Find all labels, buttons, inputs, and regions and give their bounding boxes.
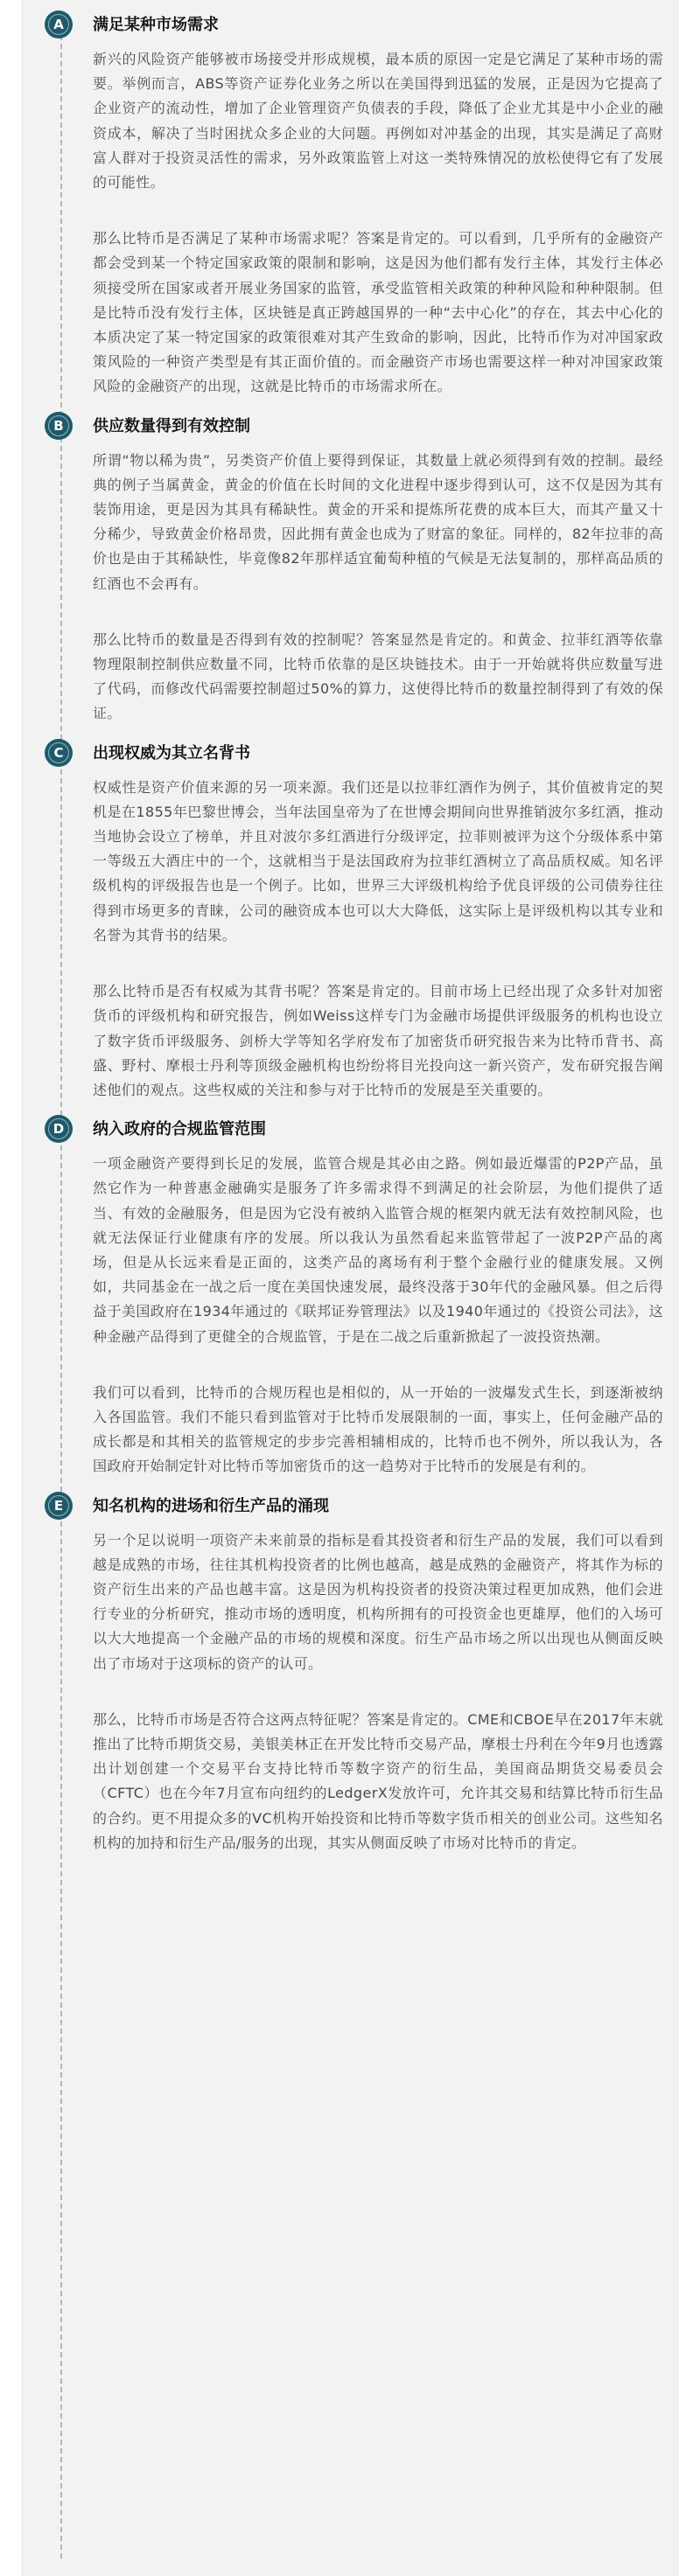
- paragraph: 我们可以看到，比特币的合规历程也是相似的，从一开始的一波爆发式生长，到逐渐被纳入各国监管。我们不能只看到监管对于比特币发展限制的一面，事实上，任何金融产品的成长都是和其相关的监管规定的步步完善相辅相成的，比特币也不例外，所以我认为，各国政府开始制定针对比特币等加密货币的这一趋势对于比特币的发展是有利的。: [93, 1383, 663, 1475]
- section-title: 满足某种市场需求: [93, 16, 219, 34]
- paragraph: 那么比特币的数量是否得到有效的控制呢？答案显然是肯定的。和黄金、拉菲红酒等依靠物理限制控制供应数量不同，比特币依靠的是区块链技术。由于一开始就将供应数量写进了代码，而修改代码需要控制超过50%的算力，这使得比特币的数量控制得到了有效的保证。: [93, 630, 663, 722]
- section-marker: [45, 739, 73, 767]
- section-badge-letter: B: [53, 417, 64, 434]
- section-c: [53, 741, 663, 1103]
- paragraph: 那么比特币是否满足了某种市场需求呢？答案是肯定的。可以看到，几乎所有的金融资产都会受到某一个特定国家政策的限制和影响，这是因为他们都有发行主体，其发行主体必须接受所在国家或者开展业务国家的监管，承受监管相关政策的种种风险和种种限制。但是比特币没有发行主体，区块链是真正跨越国界的一种“去中心化”的存在，其去中心化的本质决定了某一特定国家的政策很难对其产生致命的影响，因此，比特币作为对冲国家政策风险的一种资产类型是有其正面价值的。而金融资产市场也需要这样一种对冲国家政策风险的金融资产的出现，这就是比特币的市场需求所在。: [93, 230, 663, 395]
- paragraph: 那么比特币是否有权威为其背书呢？答案是肯定的。目前市场上已经出现了众多针对加密货币的评级机构和研究报告，例如Weiss这样专门为金融市场提供评级服务的机构也设立了数字货币评级服务、剑桥大学等知名学府发布了加密货币研究报告来为比特币背书、高盛、野村、摩根士丹利等顶级金融机构也纷纷将目光投向这一新兴资产，发布研究报告阐述他们的观点。这些权威的关注和参与对于比特币的发展是至关重要的。: [93, 983, 663, 1098]
- paragraph: 新兴的风险资产能够被市场接受并形成规模，最本质的原因一定是它满足了某种市场的需要。举例而言，ABS等资产证券化业务之所以在美国得到迅猛的发展，正是因为它提高了企业资产的流动性，增加了企业管理资产负债表的手段，降低了企业尤其是中小企业的融资成本，解决了当时困扰众多企业的大问题。再例如对冲基金的出现，其实是满足了高财富人群对于投资灵活性的需求，另外政策监管上对这一类特殊情况的放松使得它有了发展的可能性。: [93, 51, 663, 191]
- section-title: 供应数量得到有效控制: [93, 416, 250, 435]
- section-badge-letter: A: [53, 17, 64, 32]
- paragraph: 一项金融资产要得到长足的发展，监管合规是其必由之路。例如最近爆雷的P2P产品，虽然它作为一种普惠金融确实是服务了许多需求得不到满足的社会阶层，为他们提供了适当、有效的金融服务，但是因为它没有被纳入监管合规的框架内就无法有效控制风险，也就无法保证行业健康有序的发展。所以我认为虽然看起来监管带起了一波P2P产品的离场，但是从长远来看是正面的，这类产品的离场有利于整个金融行业的健康发展。又例如，共同基金在一战之后一度在美国快速发展，最终没落于30年代的金融风暴。但之后得益于美国政府在1934年通过的《联邦证券管理法》以及1940年通过的《投资公司法》，这种金融产品得到了更健全的合规监管，于是在二战之后重新掀起了一波投资热潮。: [93, 1155, 663, 1345]
- section-badge-letter: E: [53, 1497, 64, 1514]
- section-marker: [45, 412, 73, 440]
- section-badge-letter: C: [53, 744, 64, 761]
- section-badge-letter: D: [52, 1121, 65, 1138]
- article-content: [21, 0, 679, 1855]
- article-page: [21, 0, 679, 2576]
- section-b: [53, 414, 663, 727]
- section-d: [52, 1117, 663, 1479]
- section-marker: [45, 1115, 73, 1143]
- paragraph: 另一个足以说明一项资产未来前景的指标是看其投资者和衍生产品的发展，我们可以看到越是成熟的市场，往往其机构投资者的比例也越高，越是成熟的金融资产，将其作为标的资产衍生出来的产品也越丰富。这是因为机构投资者的投资决策过程更加成熟，他们会进行专业的分析研究，推动市场的透明度，机构所拥有的可投资金也更雄厚，他们的入场可以大大地提高一个金融产品的市场的规模和深度。衍生产品市场之所以出现也从侧面反映出了市场对于这项标的资产的认可。: [93, 1531, 663, 1672]
- section-title: 纳入政府的合规监管范围: [93, 1120, 266, 1139]
- paragraph: 那么，比特币市场是否符合这两点特征呢？答案是肯定的。CME和CBOE早在2017年末就推出了比特币期货交易，美银美林正在开发比特币交易产品，摩根士丹利在今年9月也透露出计划创建一个交易平台支持比特币等数字资产的衍生品，美国商品期货交易委员会（CFTC）也在今年7月宣布向纽约的LedgerX发放许可，允许其交易和结算比特币衍生品的合约。更不用提众多的VC机构开始投资和比特币等数字货币相关的创业公司。这些知名机构的加持和衍生产品/服务的出现，其实从侧面反映了市场对比特币的肯定。: [93, 1710, 663, 1851]
- section-marker: [45, 1492, 73, 1520]
- paragraph: 权威性是资产价值来源的另一项来源。我们还是以拉菲红酒作为例子，其价值被肯定的契机是在1855年巴黎世博会，当年法国皇帝为了在世博会期间向世界推销波尔多红酒，推动当地协会设立了榜单，并且对波尔多红酒进行分级评定，拉菲则被评为这个分级体系中第一等级五大酒庄中的一个，这就相当于是法国政府为拉菲红酒树立了高品质权威。知名评级机构的评级报告也是一个例子。比如，世界三大评级机构给予优良评级的公司债券往往得到市场更多的青睐，公司的融资成本也可以大大降低，这实际上是评级机构以其专业和名誉为其背书的结果。: [93, 778, 663, 943]
- section-title: 出现权威为其立名背书: [93, 743, 250, 762]
- section-e: [53, 1493, 663, 1855]
- section-a: [53, 12, 663, 400]
- section-title: 知名机构的进场和衍生产品的涌现: [93, 1496, 329, 1515]
- section-marker: [45, 10, 73, 38]
- paragraph: 所谓“物以稀为贵”，另类资产价值上要得到保证，其数量上就必须得到有效的控制。最经典的例子当属黄金，黄金的价值在长时间的文化进程中逐步得到认可，这不仅是因为其有装饰用途，更是因为其具有稀缺性。黄金的开采和提炼所花费的成本巨大，而其产量又十分稀少，导致黄金价格昂贵，因此拥有黄金也成为了财富的象征。同样的，82年拉菲的高价也是由于其稀缺性，毕竟像82年那样适宜葡萄种植的气候是无法复制的，那样高品质的红酒也不会再有。: [93, 451, 663, 592]
